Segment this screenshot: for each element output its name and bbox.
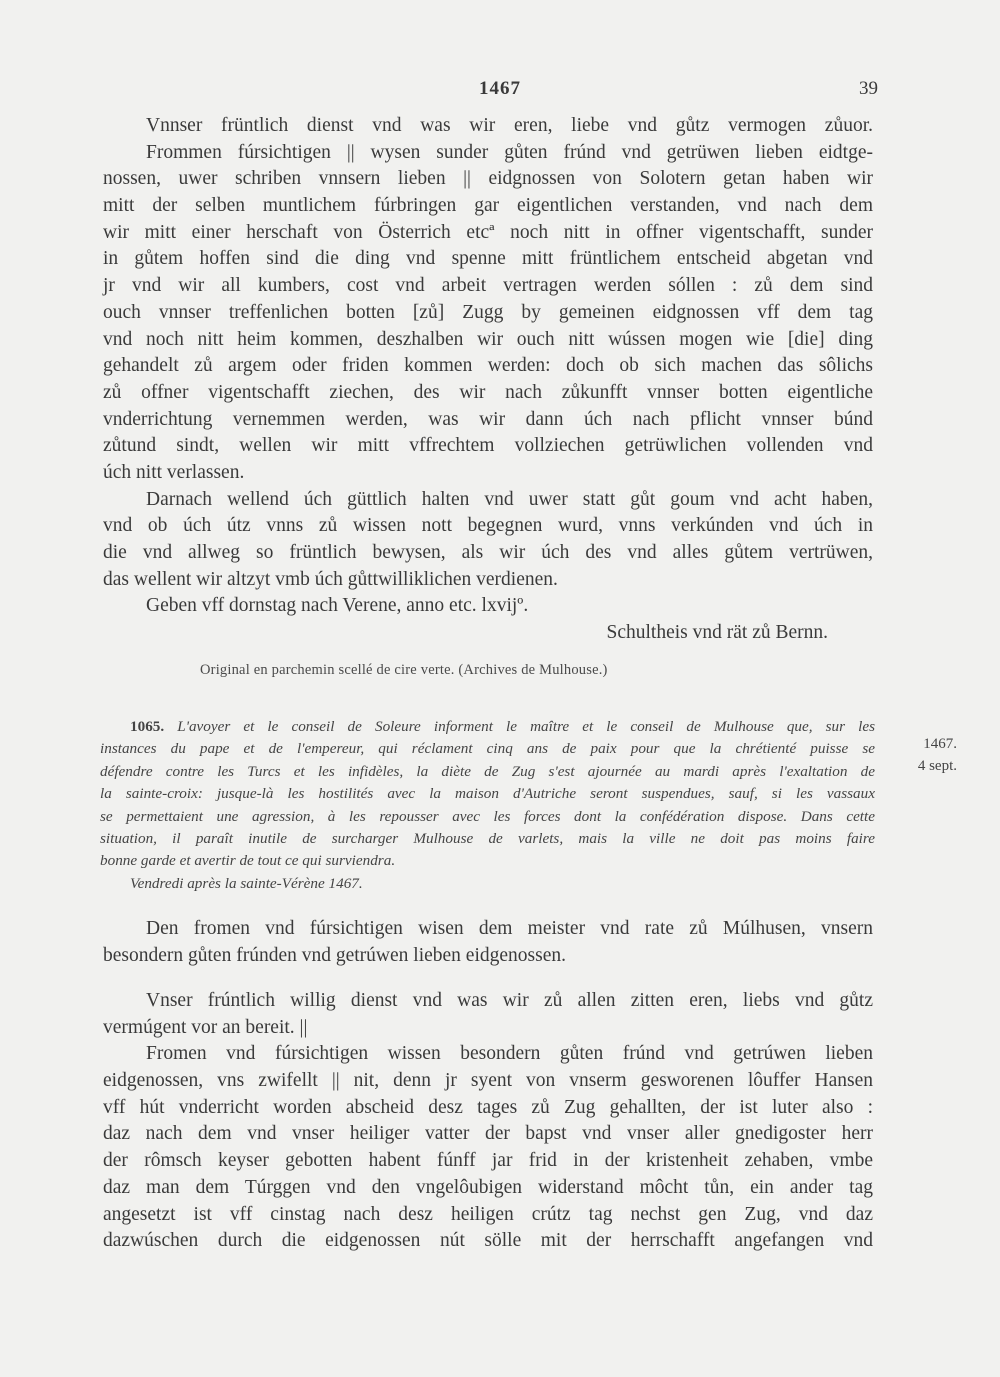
- regest-line: instances du pape et de l'empereur, qui réclament cinq ans de paix pour que la chrétienté puisse se: [100, 740, 875, 758]
- text-line: úch nitt verlassen.: [103, 461, 245, 483]
- address-line: besondern gůten frúnden vnd getrúwen lieben eidgenossen.: [103, 944, 566, 966]
- signature-line: Schultheis vnd rät zů Bernn.: [606, 622, 828, 644]
- text-line: nossen, uwer schriben vnnsern lieben || eidgnossen von Solotern getan haben wir: [103, 168, 873, 190]
- text-line: mitt der selben muntlichem fúrbringen gar eigentlichen verstanden, vnd nach dem: [103, 195, 873, 217]
- text-line: dazwúschen durch die eidgenossen nút sölle mit der herrschafft angefangen vnd: [103, 1230, 873, 1252]
- running-head-year: 1467: [479, 78, 521, 99]
- text-line: vermúgent vor an bereit. ||: [103, 1016, 308, 1038]
- letter-bern-body: [103, 113, 873, 647]
- text-line: Vnnser früntlich dienst vnd was wir eren, liebe vnd gůtz vermogen zůuor.: [146, 115, 873, 136]
- text-line: die vnd allweg so früntlich bewysen, als wir úch des vnd alles gůtem vertrüwen,: [103, 542, 873, 563]
- text-line: gehandelt zů argem oder friden kommen werden: doch ob sich machen das sôlichs: [103, 355, 873, 377]
- text-line: der rômsch keyser gebotten habent fúnff jar frid in der kristenheit zehaben, vmbe: [103, 1150, 873, 1172]
- regest-number: 1065.: [130, 718, 165, 735]
- regest-line: bonne garde et avertir de tout ce qui surviendra.: [100, 852, 396, 870]
- text-line: jr vnd wir all kumbers, cost vnd arbeit vertragen werden sóllen : zů dem sind: [103, 275, 873, 297]
- regest-line: situation, il paraît inutile de surcharger Mulhouse de varlets, mais la ville ne doit pas moins faire: [100, 829, 875, 847]
- text-line: eidgenossen, vns zwifellt || nit, denn jr syent von vnserm gesworenen lôuffer Hansen: [103, 1070, 873, 1092]
- text-line: daz nach dem vnd vnser heiliger vatter der bapst vnd vnser aller gnedigoster herr: [103, 1123, 873, 1145]
- text-line: Fromen vnd fúrsichtigen wissen besondern gůten frúnd vnd getrúwen lieben: [146, 1043, 873, 1065]
- text-line: angesetzt ist vff cinstag nach desz heiligen crútz tag nechst gen Zug, vnd daz: [103, 1203, 873, 1225]
- text-line: Darnach wellend úch güttlich halten vnd uwer statt gůt goum vnd acht haben,: [146, 488, 873, 510]
- margin-date: [897, 733, 957, 777]
- source-note: Original en parchemin scellé de cire verte. (Archives de Mulhouse.): [200, 662, 608, 678]
- text-line: zů offner vigentschafft ziechen, des wir nach zůkunfft vnnser botten eigentliche: [103, 381, 873, 403]
- page-number: 39: [859, 78, 878, 99]
- margin-date-year: 1467.: [923, 736, 957, 752]
- text-line: wir mitt einer herschaft von Österrich etcª noch nitt in offner vigentschafft, sunder: [103, 221, 873, 243]
- regest-1065: [100, 716, 875, 895]
- regest-date-line: Vendredi après la sainte-Vérène 1467.: [130, 874, 363, 892]
- text-line: vnd noch nitt heim kommen, deszhalben wir ouch nitt wússen mogen wie [die] ding: [103, 328, 873, 350]
- text-line: vff hút vnderricht worden abscheid desz tages zů Zug gehallten, der ist luter also :: [103, 1096, 873, 1118]
- text-line: ouch vnnser treffenlichen botten [zů] Zugg by gemeinen eidgnossen vff dem tag: [103, 301, 873, 323]
- address-line: Den fromen vnd fúrsichtigen wisen dem meister vnd rate zů Múlhusen, vnsern: [146, 918, 873, 939]
- regest-line: défendre contre les Turcs et les infidèles, la diète de Zug s'est ajournée au mardi après l'exaltation de: [100, 762, 875, 780]
- running-head: [0, 78, 1000, 102]
- regest-line: la sainte-croix: jusque-là les hostilités avec la maison d'Autriche seront suspendues, sauf, si les vassaux: [100, 785, 875, 803]
- letter-solothurn-body: [103, 988, 873, 1255]
- text-line: daz man dem Túrggen vnd den vngelôubigen widerstand môcht tůn, ein ander tag: [103, 1176, 873, 1198]
- address-block: [103, 916, 873, 969]
- text-line: zůtund sindt, wellen wir mitt vffrechtem vollziechen getrüwlichen vollenden vnd: [103, 435, 873, 457]
- regest-line: L'avoyer et le conseil de Soleure informent le maître et le conseil de Mulhouse que, sur les: [177, 718, 875, 735]
- dating-line: Geben vff dornstag nach Verene, anno etc. lxvijº.: [146, 595, 529, 617]
- text-line: das wellent wir altzyt vmb úch gůttwilliklichen verdienen.: [103, 568, 558, 590]
- regest-line: se permettaient une agression, à les repousser avec les forces dont la confédération dispose. Dans cette: [100, 807, 875, 825]
- text-line: Vnser frúntlich willig dienst vnd was wir zů allen zitten eren, liebs vnd gůtz: [146, 990, 873, 1011]
- margin-date-day: 4 sept.: [917, 758, 957, 774]
- text-line: vnderrichtung vernemmen werden, was wir dann úch nach pflicht vnnser búnd: [103, 408, 873, 430]
- text-line: in gůtem hoffen sind die ding vnd spenne mitt früntlichem entscheid abgetan vnd: [103, 248, 873, 270]
- text-line: vnd ob úch útz vnns zů wissen nott begegnen wurd, vnns verkúnden vnd úch in: [103, 515, 873, 537]
- text-line: Frommen fúrsichtigen || wysen sunder gůten frúnd vnd getrüwen lieben eidtge-: [146, 141, 873, 163]
